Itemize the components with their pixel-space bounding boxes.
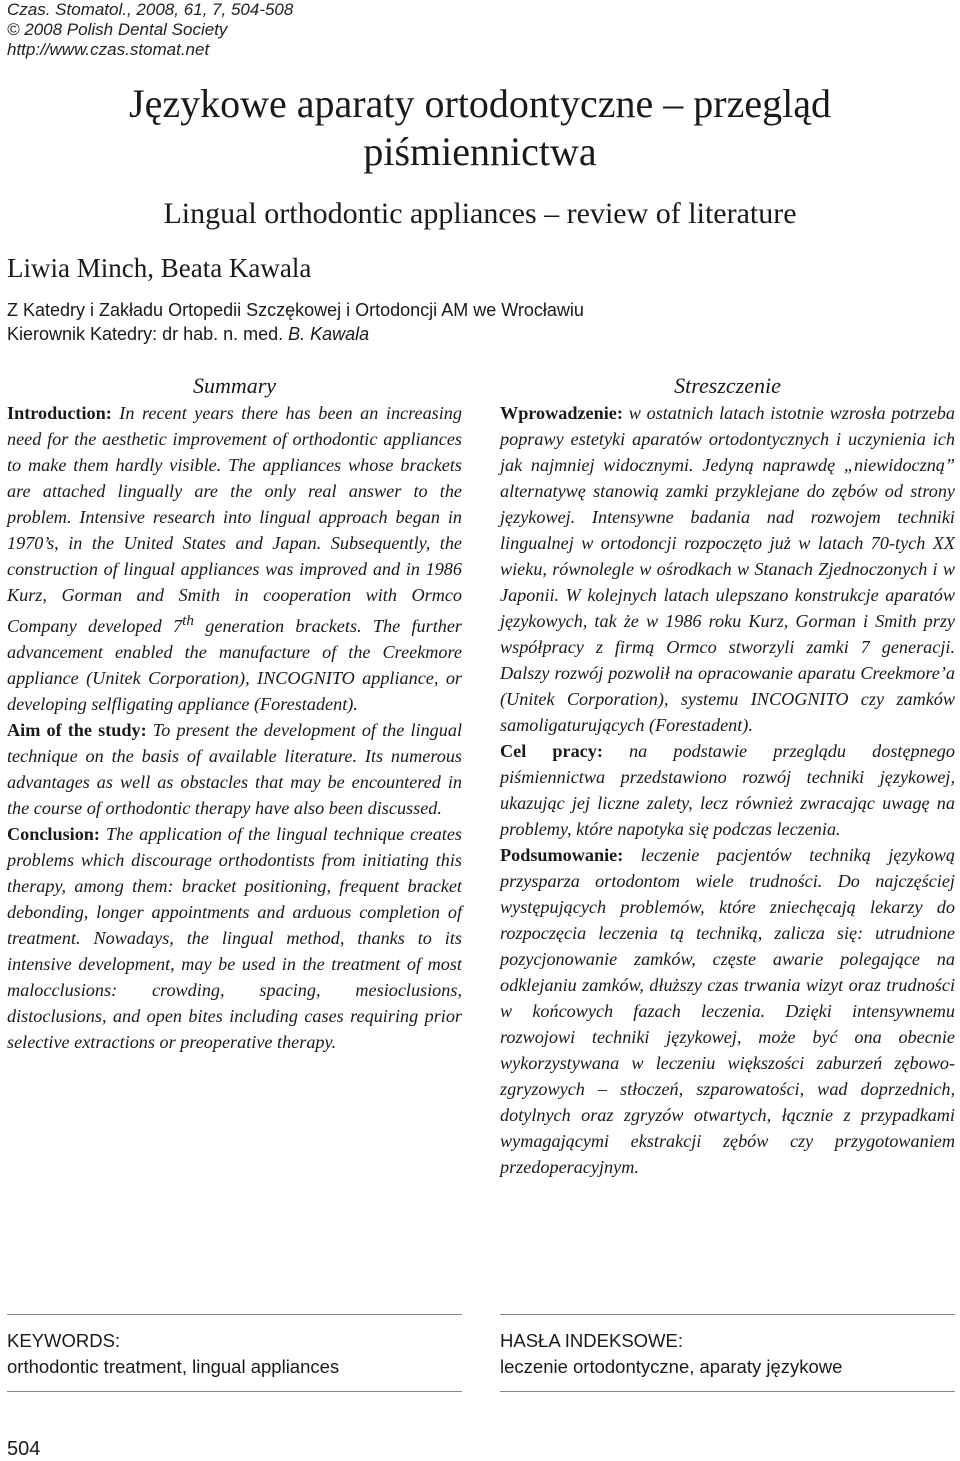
summary-aim: [7, 717, 462, 821]
keywords-value: orthodontic treatment, lingual appliances: [7, 1356, 340, 1377]
affiliation: [7, 298, 584, 346]
streszczenie-cel: [500, 738, 955, 842]
summary-heading: Summary: [192, 373, 277, 398]
page-number: 504: [7, 1438, 41, 1460]
affiliation-head-name: B. Kawala: [288, 324, 370, 344]
summary-column: [7, 372, 462, 1055]
hasla-bottom-rule: [500, 1391, 955, 1392]
hasla-block: [500, 1328, 955, 1380]
streszczenie-heading: Streszczenie: [674, 373, 781, 398]
streszczenie-intro-label: Wprowadzenie:: [500, 403, 623, 423]
keywords-top-rule: [7, 1314, 462, 1315]
summary-intro-text-2: generation brackets. The further advancement enabled the manufacture of the Creekmore appliance (Unitek Corporation), INCOGNITO appliance, or developing selfligating appliance (Forestadent).: [7, 616, 463, 715]
authors: Liwia Minch, Beata Kawala: [7, 253, 312, 283]
summary-introduction: [7, 400, 462, 717]
hasla-label: HASŁA INDEKSOWE:: [500, 1330, 683, 1351]
streszczenie-conclusion-label: Podsumowanie:: [500, 845, 624, 865]
streszczenie-conclusion-text: leczenie pacjentów techniką językową przysparza ortodontom wiele trudności. Do najczęściej występujących problemów, które zniechęcają lekarzy do rozpoczęcia leczenia tą techniką, zalicza się: utrudnione pozycjonowanie zamków, częste awarie polegające na odklejaniu zamków, dłuższy czas trwania wizyt oraz trudności w końcowych fazach leczenia. Dzięki intensywnemu rozwojowi techniki językowej, może być ona obecnie wykorzystywana w leczeniu większości zaburzeń zębowo-zgryzowych – stłoczeń, szparowatości, wad doprzednich, dotylnych oraz zgryzów otwartych, łącznie z przypadkami wymagającymi ekstrakcji zębów czy przygotowaniem przedoperacyjnym.: [500, 845, 955, 1177]
streszczenie-wprowadzenie: [500, 400, 955, 738]
keywords-label: KEYWORDS:: [7, 1330, 121, 1351]
streszczenie-intro-text: w ostatnich latach istotnie wzrosła potrzeba poprawy estetyki aparatów ortodontycznych i uczynienia ich jak najmniej widocznymi. Jedyną naprawdę „niewidoczną” alternatywę stanowią zamki przyklejane do zębów od strony językowej. Intensywne badania nad rozwojem techniki lingualnej w ortodoncji rozpoczęto już w latach 70-tych XX wieku, równolegle w ośrodkach w Stanach Zjednoczonych i w Japonii. W kolejnych latach ulepszano konstrukcje aparatów językowych, tak że w 1986 roku Kurz, Gorman i Smith przy współpracy z firmą Ormco stworzyli zamki 7 generacji. Dalszy rozwój pozwolił na opracowanie aparatu Creekmore’a (Unitek Corporation), systemu INCOGNITO czy zamków samoligaturujących (Forestadent).: [500, 403, 955, 735]
title-polish-text: Językowe aparaty ortodontyczne – przegląd piśmiennictwa: [129, 81, 831, 174]
hasla-value: leczenie ortodontyczne, aparaty językowe: [500, 1356, 843, 1377]
affiliation-institute: Z Katedry i Zakładu Ortopedii Szczękowej i Ortodoncji AM we Wrocławiu: [7, 300, 584, 320]
hasla-top-rule: [500, 1314, 955, 1315]
journal-header: [7, 0, 293, 60]
summary-aim-label: Aim of the study:: [7, 720, 147, 741]
streszczenie-aim-text: na podstawie przeglądu dostępnego piśmiennictwa przedstawiono rozwój techniki językowej, ukazując jej liczne zalety, lecz również zwracając uwagę na problemy, które napotyka się podczas leczenia.: [500, 741, 955, 839]
summary-conclusion: [7, 821, 462, 1055]
streszczenie-podsumowanie: [500, 842, 955, 1180]
affiliation-head: [7, 322, 584, 346]
summary-intro-text-1: In recent years there has been an increasing need for the aesthetic improvement of orthodontic appliances to make them hardly visible. The appliances whose brackets are attached lingually are the only real answer to the problem. Intensive research into lingual approach began in 1970’s, in the United States and Japan. Subsequently, the construction of lingual appliances was improved and in 1986 Kurz, Gorman and Smith in cooperation with Ormco Company developed 7: [7, 403, 462, 637]
summary-intro-sup: th: [182, 612, 194, 629]
affiliation-head-prefix: Kierownik Katedry: dr hab. n. med.: [7, 324, 289, 344]
summary-intro-label: Introduction:: [7, 403, 112, 423]
summary-aim-text: To present the development of the lingual technique on the basis of available literature. Its numerous advantages as well as obstacles that may be encountered in the course of orthodontic therapy have also been discussed.: [7, 720, 463, 819]
title-polish: [0, 80, 960, 176]
title-english: Lingual orthodontic appliances – review of literature: [163, 197, 797, 230]
summary-conclusion-text: The application of the lingual technique creates problems which discourage orthodontists from initiating this therapy, among them: bracket positioning, frequent bracket debonding, longer appointments and arduous completion of treatment. Nowadays, the lingual method, thanks to its intensive development, may be used in the treatment of most malocclusions: crowding, spacing, mesioclusions, distoclusions, and open bites including cases requiring prior selective extractions or preoperative therapy.: [7, 824, 462, 1053]
streszczenie-aim-label: Cel pracy:: [500, 741, 603, 761]
keywords-block: [7, 1328, 462, 1380]
journal-citation: Czas. Stomatol., 2008, 61, 7, 504-508: [7, 0, 294, 19]
journal-url[interactable]: http://www.czas.stomat.net: [7, 40, 210, 59]
streszczenie-column: [500, 372, 955, 1180]
copyright-line: © 2008 Polish Dental Society: [7, 20, 228, 39]
keywords-bottom-rule: [7, 1391, 462, 1392]
summary-conclusion-label: Conclusion:: [7, 824, 100, 845]
